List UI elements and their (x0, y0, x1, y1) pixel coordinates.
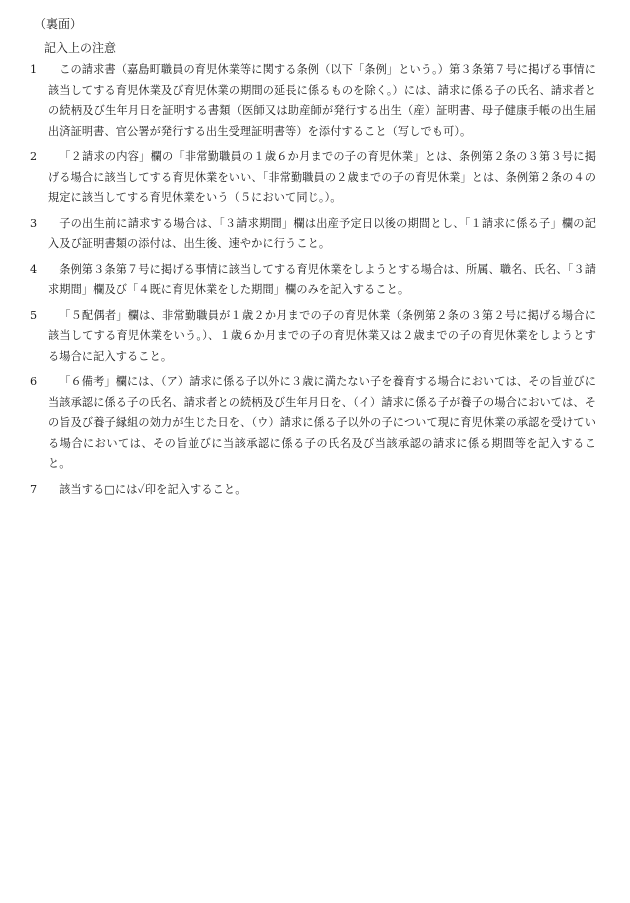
note-number: 1 (30, 63, 38, 76)
note-item (30, 260, 596, 301)
note-number: 7 (30, 482, 38, 496)
note-text: 条例第３条第７号に掲げる事情に該当してする育児休業をしようとする場合は、所属、職名、氏名、「３請求期間」欄及び「４既に育児休業をした期間」欄のみを記入すること。 (48, 262, 596, 296)
note-text: 「６備考」欄には、（ア）請求に係る子以外に３歳に満たない子を養育する場合においては、その旨並びに当該承認に係る子の氏名、請求者との続柄及び生年月日を、（イ）請求に係る子が養子の場合においては、その旨及び養子縁組の効力が生じた日を、（ウ）請求に係る子以外の子について現に育児休業の承認を受けている場合においては、その旨並びに当該承認に係る子の氏名及び当該承認の請求に係る期間等を記入すること。 (48, 375, 596, 470)
note-text: 子の出生前に請求する場合は、「３請求期間」欄は出産予定日以後の期間とし、「１請求に係る子」欄の記入及び証明書類の添付は、出生後、速やかに行うこと。 (48, 216, 596, 250)
notes-title: 記入上の注意 (44, 41, 117, 55)
note-item (30, 372, 596, 475)
note-number: 6 (30, 375, 38, 388)
note-number: 4 (30, 262, 38, 276)
note-item (30, 60, 596, 142)
note-text: この請求書（嘉島町職員の育児休業等に関する条例（以下「条例」という。）第３条第７号に掲げる事情に該当してする育児休業及び育児休業の期間の延長に係るものを除く。）には、請求に係る子の氏名、請求者との続柄及び生年月日を証明する書類（医師又は助産師が発行する出生（産）証明書、母子健康手帳の出生届出済証明書、官公署が発行する出生受理証明書等）を添付すること（写しでも可）。 (48, 63, 596, 138)
note-item (30, 480, 596, 501)
note-number: 2 (30, 150, 38, 163)
note-text: 該当する□には✓印を記入すること。 (59, 482, 247, 496)
notes-list (30, 60, 596, 505)
note-item (30, 214, 596, 255)
note-number: 5 (30, 308, 38, 322)
page-side-label: （裏面） (34, 17, 83, 31)
note-text: 「２請求の内容」欄の「非常勤職員の１歳６か月までの子の育児休業」とは、条例第２条の３第３号に掲げる場合に該当してする育児休業をいい、「非常勤職員の２歳までの子の育児休業」とは、条例第２条の４の規定に該当してする育児休業をいう（５において同じ。）。 (48, 150, 596, 204)
note-text: 「５配偶者」欄は、非常勤職員が１歳２か月までの子の育児休業（条例第２条の３第２号に掲げる場合に該当してする育児休業をいう。）、１歳６か月までの子の育児休業又は２歳までの子の育児休業をしようとする場合に記入すること。 (48, 308, 596, 363)
note-item (30, 147, 596, 209)
note-item (30, 306, 596, 368)
note-number: 3 (30, 216, 38, 230)
